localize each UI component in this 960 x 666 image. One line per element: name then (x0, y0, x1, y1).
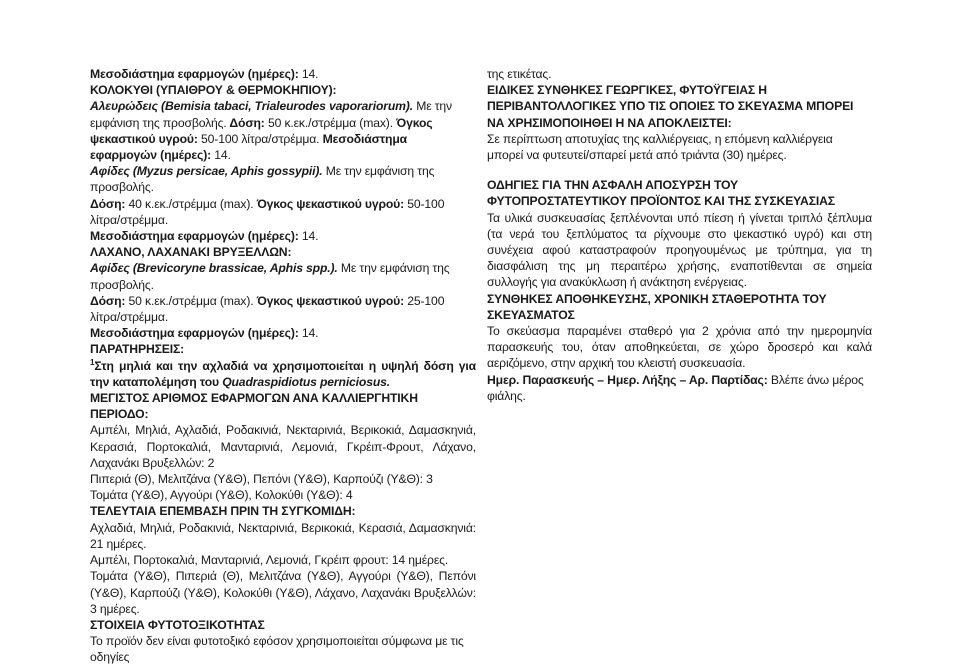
special-conditions-text: Σε περίπτωση αποτυχίας της καλλιέργειας, η επόμενη καλλιέργεια μπορεί να φυτευτεί/σπαρεί μετά από τριάντα (30) ημέρες. (487, 131, 833, 163)
last-treatment-3: Τομάτα (Υ&Θ), Πιπεριά (Θ), Μελιτζάνα (Υ&Θ), Αγγούρι (Υ&Θ), Πεπόνι (Υ&Θ), Καρπούζι (Υ&Θ), Κολοκύθι (Υ&Θ), Λάχανο, Λαχανάκι Βρυξελλών: 3 ημέρες. (90, 569, 476, 616)
storage-text: Το σκεύασμα παραμένει σταθερό για 2 χρόνια από την ημερομηνία παρασκευής του, όταν αποθηκεύεται, σε χώρο δροσερό και καλά αεριζόμενο, στην αρχική του κλειστή συσκευασία. (487, 324, 872, 371)
heading-last-treatment: ΤΕΛΕΥΤΑΙΑ ΕΠΕΜΒΑΣΗ ΠΡΙΝ ΤΗ ΣΥΓΚΟΜΙΔΗ: (90, 504, 356, 519)
heading-phytotoxicity: ΣΤΟΙΧΕΙΑ ΦΥΤΟΤΟΞΙΚΟΤΗΤΑΣ (90, 617, 265, 632)
heading-max-applications: ΜΕΓΙΣΤΟΣ ΑΡΙΘΜΟΣ ΕΦΑΡΜΟΓΩΝ ΑΝΑ ΚΑΛΛΙΕΡΓΗΤΙΚΗ ΠΕΡΙΟΔΟ: (90, 391, 418, 422)
batch-dates: Ημερ. Παρασκευής – Ημερ. Λήξης – Αρ. Παρτίδας: Βλέπε άνω μέρος φιάλης. (487, 372, 864, 403)
heading-cabbage: ΛΑΧΑΝΟ, ΛΑΧΑΝΑΚΙ ΒΡΥΞΕΛΛΩΝ: (90, 245, 292, 260)
last-treatment-2: Αμπέλι, Πορτοκαλιά, Μανταρινιά, Λεμονιά, Γκρέιπ φρουτ: 14 ημέρες. (90, 553, 449, 568)
phytotoxicity-text: Το προϊόν δεν είναι φυτοτοξικό εφόσον χρησιμοποιείται σύμφωνα με τις οδηγίες (90, 634, 464, 665)
last-treatment-1: Αχλαδιά, Μηλιά, Ροδακινιά, Νεκταρινιά, Βερικοκιά, Κερασιά, Δαμασκηνιά: 21 ημέρες. (90, 520, 476, 551)
heading-zucchini: ΚΟΛΟΚΥΘΙ (ΥΠΑΙΘΡΟΥ & ΘΕΡΜΟΚΗΠΙΟΥ): (90, 83, 337, 98)
heading-storage: ΣΥΝΘΗΚΕΣ ΑΠΟΘΗΚΕΥΣΗΣ, ΧΡΟΝΙΚΗ ΣΤΑΘΕΡΟΤΗΤΑ ΤΟΥ ΣΚΕΥΑΣΜΑΤΟΣ (487, 291, 827, 322)
whitefly-entry: Αλευρώδεις (Bemisia tabaci, Trialeurodes vaporariorum). Με την εμφάνιση της προσβολής. Δόση: 50 κ.εκ./στρέμμα (max). Όγκος ψεκαστικού υγρού: 50-100 λίτρα/στρέμμα. Μεσοδιάστημα εφαρμογών (ημέρες): 14. (90, 99, 452, 163)
heading-special-conditions: ΕΙΔΙΚΕΣ ΣΥΝΘΗΚΕΣ ΓΕΩΡΓΙΚΕΣ, ΦΥΤΟΫΓΕΙΑΣ Η ΠΕΡΙΒΑΝΤΟΛΛΟΓΙΚΕΣ ΥΠΟ ΤΙΣ ΟΠΟΙΕΣ ΤΟ ΣΚΕΥΑΣΜΑ ΜΠΟΡΕΙ ΝΑ ΧΡΗΣΙΜΟΠΟΙΗΘΕΙ Η ΝΑ ΑΠΟΚΛΕΙΣΤΕΙ: (487, 83, 854, 130)
disposal-text: Τα υλικά συσκευασίας ξεπλένονται υπό πίεση ή γίνεται τριπλό ξέπλυμα (τα νερά του ξεπλύματος τα ρίχνουμε στο ψεκαστικό υγρό) και στη συνέχεια αφού καταστραφούν προηγουμένως με τρύπημα, για τη διασφάλιση της μη περαιτέρω χρήσης, εναποτίθενται σε σημεία συλλογής για ανακύκλωση ή ανάκτηση ενέργειας. (487, 210, 872, 290)
note-text: $^1$Στη μηλιά και την αχλαδιά να χρησιμοποιείται η υψηλή δόση για την καταπολέμηση του Quadraspidiotus perniciosus. (90, 357, 476, 389)
aphid-entry-2: Αφίδες (Brevicoryne brassicae, Aphis spp.). Με την εμφάνιση της προσβολής. Δόση: 50 κ.εκ./στρέμμα (max). Όγκος ψεκαστικού υγρού: 25-100 λίτρα/στρέμμα. Μεσοδιάστημα εφαρμογών (ημέρες): 14. (90, 261, 450, 341)
interval-line: Μεσοδιάστημα εφαρμογών (ημέρες): 14. (90, 67, 319, 81)
heading-disposal: ΟΔΗΓΙΕΣ ΓΙΑ ΤΗΝ ΑΣΦΑΛΗ ΑΠΟΣΥΡΣΗ ΤΟΥ ΦΥΤΟΠΡΟΣΤΑΤΕΥΤΙΚΟΥ ΠΡΟΪΟΝΤΟΣ ΚΑΙ ΤΗΣ ΣΥΣΚΕΥΑΣΙΑΣ (487, 178, 835, 209)
right-column (487, 66, 872, 404)
label-continuation: της ετικέτας. (487, 67, 552, 81)
aphid-entry-1: Αφίδες (Myzus persicae, Aphis gossypii). Με την εμφάνιση της προσβολής. Δόση: 40 κ.εκ./στρέμμα (max). Όγκος ψεκαστικού υγρού: 50-100 λίτρα/στρέμμα. Μεσοδιάστημα εφαρμογών (ημέρες): 14. (90, 164, 445, 244)
heading-notes: ΠΑΡΑΤΗΡΗΣΕΙΣ: (90, 342, 185, 357)
max-applications-1: Αμπέλι, Μηλιά, Αχλαδιά, Ροδακινιά, Νεκταρινιά, Βερικοκιά, Δαμασκηνιά, Κερασιά, Πορτοκαλιά, Μανταρινιά, Λεμονιά, Γκρέιπ-Φρουτ, Λάχανο, Λαχανάκι Βρυξελλών: 2 (90, 423, 476, 470)
max-applications-2: Πιπεριά (Θ), Μελιτζάνα (Υ&Θ), Πεπόνι (Υ&Θ), Καρπούζι (Υ&Θ): 3 (90, 472, 433, 487)
left-column (90, 66, 476, 666)
max-applications-3: Τομάτα (Υ&Θ), Αγγούρι (Υ&Θ), Κολοκύθι (Υ&Θ): 4 (90, 488, 353, 503)
